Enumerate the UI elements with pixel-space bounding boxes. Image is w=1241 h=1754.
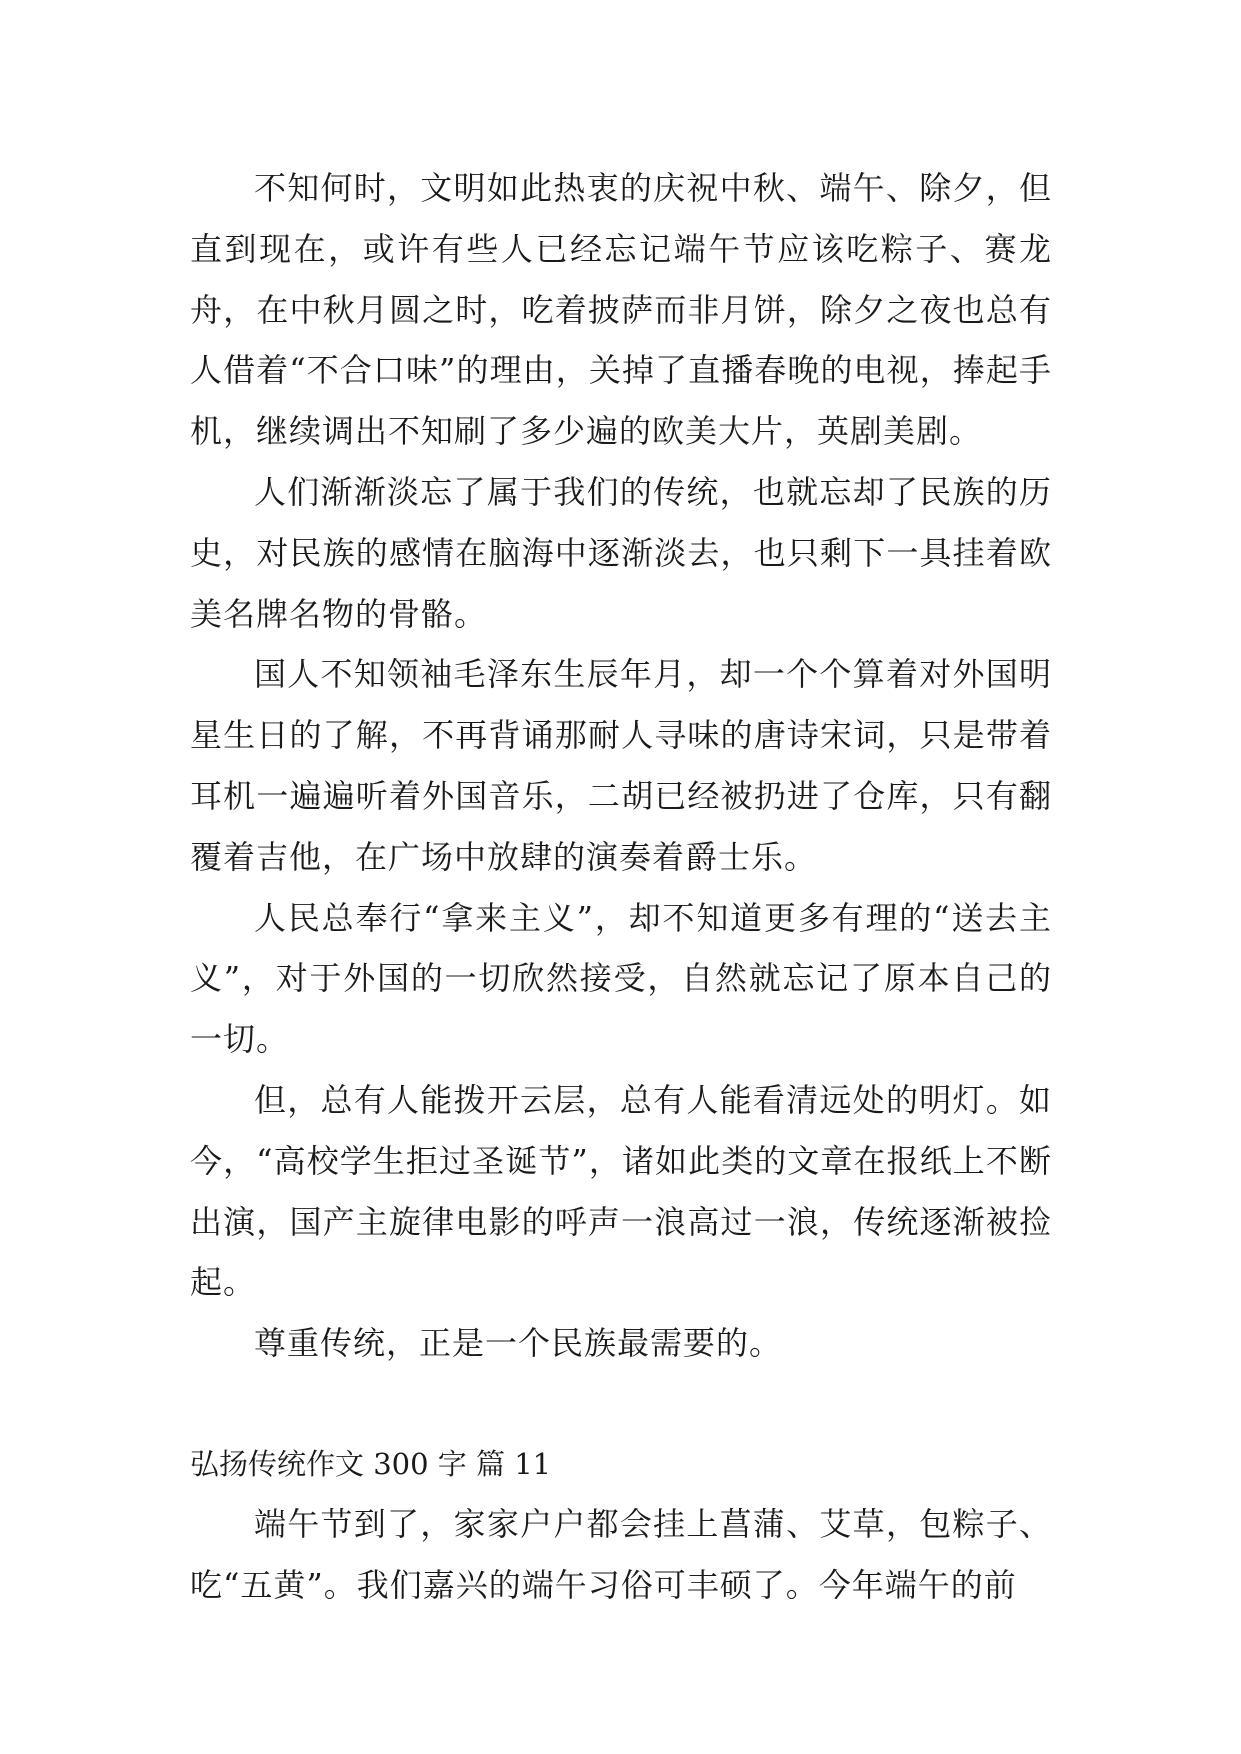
paragraph: 国人不知领袖毛泽东生辰年月，却一个个算着对外国明星生日的了解，不再背诵那耐人寻味的唐诗宋词，只是带着耳机一遍遍听着外国音乐，二胡已经被扔进了仓库，只有翻覆着吉他，在广场中放肆的演奏着爵士乐。 bbox=[190, 655, 1052, 876]
paragraph: 端午节到了，家家户户都会挂上菖蒲、艾草，包粽子、吃“五黄”。我们嘉兴的端午习俗可丰硕了。今年端午的前 bbox=[190, 1504, 1052, 1604]
paragraph: 但，总有人能拨开云层，总有人能看清远处的明灯。如今，“高校学生拒过圣诞节”，诸如此类的文章在报纸上不断出演，国产主旋律电影的呼声一浪高过一浪，传统逐渐被捡起。 bbox=[190, 1080, 1052, 1302]
paragraph: 人民总奉行“拿来主义”，却不知道更多有理的“送去主义”，对于外国的一切欣然接受，自然就忘记了原本自己的一切。 bbox=[190, 898, 1052, 1059]
document-body bbox=[190, 158, 1052, 1616]
paragraph: 人们渐渐淡忘了属于我们的传统，也就忘却了民族的历史，对民族的感情在脑海中逐渐淡去，也只剩下一具挂着欧美名牌名物的骨骼。 bbox=[190, 472, 1052, 633]
paragraph: 尊重传统，正是一个民族最需要的。 bbox=[254, 1324, 783, 1363]
paragraph: 不知何时，文明如此热衷的庆祝中秋、端午、除夕，但直到现在，或许有些人已经忘记端午节应该吃粽子、赛龙舟，在中秋月圆之时，吃着披萨而非月饼，除夕之夜也总有人借着“不合口味”的理由，关掉了直播春晚的电视，捧起手机，继续调出不知刷了多少遍的欧美大片，英剧美剧。 bbox=[190, 169, 1052, 451]
section-heading: 弘扬传统作文 300 字 篇 11 bbox=[190, 1446, 552, 1481]
